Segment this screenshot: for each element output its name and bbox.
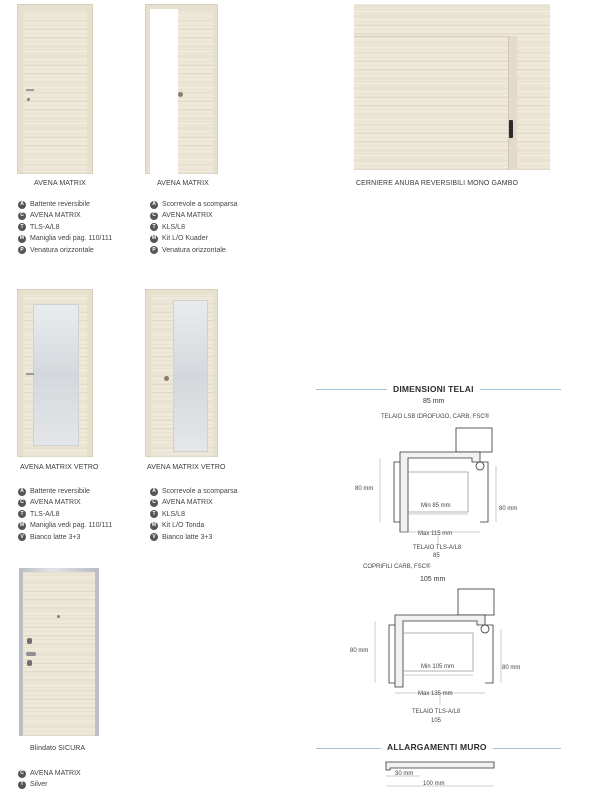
- spec-item: M Kit L/O Tonda: [151, 522, 205, 530]
- spec-icon: M: [151, 235, 157, 242]
- spec-icon: T: [18, 223, 26, 231]
- spec-item: A Scorrevole a scomparsa: [150, 486, 237, 497]
- spec-item: V Bianco latte 3+3: [18, 532, 112, 543]
- spec-icon: C: [18, 499, 26, 507]
- spec-icon: T: [18, 781, 26, 789]
- specs-4: [18, 486, 112, 543]
- spec-item: A Battente reversibile: [18, 199, 112, 210]
- spec-item: A Scorrevole a scomparsa: [150, 199, 237, 210]
- door-opening: [150, 9, 178, 174]
- spec-item: T TLS-A/L8: [18, 509, 112, 520]
- hinge-photo-frame-line: [354, 36, 509, 37]
- door-handle-icon: [26, 89, 34, 91]
- spec-icon: V: [150, 533, 158, 541]
- spec-icon: T: [150, 510, 158, 518]
- d105-min: Min 105 mm: [421, 664, 455, 670]
- caption-4: AVENA MATRIX VETRO: [20, 464, 99, 471]
- caption-6: Blindato SICURA: [30, 745, 86, 752]
- d105-telaio: TELAIO TLS-A/L8: [412, 709, 461, 715]
- spec-item: A Battente reversibile: [18, 486, 112, 497]
- d85-min: Min 85 mm: [421, 503, 451, 509]
- caption-1: AVENA MATRIX: [34, 180, 86, 187]
- caption-2: AVENA MATRIX: [157, 180, 209, 187]
- spec-item: M Maniglia vedi pag. 110/111: [19, 235, 113, 243]
- spec-icon: P: [150, 246, 158, 254]
- spec-item: M Kit L/O Kuader: [151, 235, 208, 243]
- allargamenti-a: 30 mm: [395, 771, 414, 777]
- d85-right: 80 mm: [499, 506, 518, 512]
- door-glass-panel: [33, 304, 79, 446]
- spec-icon: A: [18, 488, 26, 496]
- spec-item: C AVENA MATRIX: [150, 497, 237, 508]
- specs-2: [150, 199, 237, 256]
- allargamenti-b: 100 mm: [423, 781, 445, 787]
- caption-3: CERNIERE ANUBA REVERSIBILI MONO GAMBO: [356, 180, 519, 187]
- spec-icon: T: [18, 510, 26, 518]
- hinge-icon: [509, 120, 513, 138]
- allargamenti-title: ALLARGAMENTI MURO: [381, 742, 493, 752]
- spec-icon: T: [150, 223, 158, 231]
- d85-coprifili: COPRIFILI CARB, FSC®: [363, 564, 431, 570]
- dimensioni-title: DIMENSIONI TELAI: [387, 384, 480, 394]
- spec-icon: M: [19, 235, 25, 242]
- spec-icon: M: [151, 522, 157, 529]
- spec-item: P Venatura orizzontale: [150, 245, 237, 256]
- caption-5: AVENA MATRIX VETRO: [147, 464, 226, 471]
- door-avena-matrix: [23, 9, 87, 174]
- door-pull-icon: [164, 376, 169, 381]
- d105-right: 80 mm: [502, 665, 521, 671]
- d85-max: Max 115 mm: [418, 531, 453, 537]
- spec-item: C AVENA MATRIX: [18, 497, 112, 508]
- door-handle-icon: [26, 373, 34, 375]
- spec-item: T KLS/L8: [150, 222, 237, 233]
- spec-icon: A: [150, 201, 158, 209]
- frame-section-85-drawing: [350, 422, 510, 544]
- spec-item: C AVENA MATRIX: [150, 210, 237, 221]
- door-avena-matrix-sliding: [178, 9, 213, 174]
- spec-icon: C: [150, 212, 158, 220]
- spec-icon: V: [18, 533, 26, 541]
- spec-item: P Venatura orizzontale: [18, 245, 112, 256]
- d105-left: 80 mm: [350, 648, 369, 654]
- hinge-photo: [354, 4, 550, 170]
- spec-icon: C: [18, 770, 26, 778]
- d85-telaio-num: 85: [433, 553, 440, 559]
- d105-max: Max 135 mm: [418, 691, 453, 697]
- spec-item: M Maniglia vedi pag. 110/111: [19, 522, 113, 530]
- specs-6: [18, 768, 81, 791]
- spec-icon: P: [18, 246, 26, 254]
- spec-item: T TLS-A/L8: [18, 222, 112, 233]
- door-lock-plate-icon: [27, 660, 32, 666]
- spec-item: C AVENA MATRIX: [18, 768, 81, 779]
- spec-icon: C: [18, 212, 26, 220]
- door-glass-panel: [173, 300, 208, 452]
- spec-icon: M: [19, 522, 25, 529]
- door-handle-icon: [26, 652, 36, 656]
- door-pull-icon: [178, 92, 183, 97]
- spec-item: C AVENA MATRIX: [18, 210, 112, 221]
- spec-icon: A: [150, 488, 158, 496]
- d85-telaio: TELAIO TLS-A/L8: [413, 545, 462, 551]
- hinge-photo-frame-edge: [508, 36, 517, 170]
- spec-icon: C: [150, 499, 158, 507]
- frame-section-105-drawing: [345, 587, 515, 705]
- d85-left: 80 mm: [355, 486, 374, 492]
- d105-telaio-num: 105: [431, 718, 442, 724]
- door-lock-icon: [27, 98, 30, 101]
- door-viewer-icon: [57, 615, 60, 618]
- d105-size: 105 mm: [420, 576, 446, 583]
- d85-size: 85 mm: [423, 398, 445, 405]
- specs-1: [18, 199, 112, 256]
- specs-5: [150, 486, 237, 543]
- door-lock-plate-icon: [27, 638, 32, 644]
- spec-item: T Silver: [18, 779, 81, 790]
- spec-icon: A: [18, 201, 26, 209]
- d85-telaio-top: TELAIO LSB IDROFUGO, CARB, FSC®: [381, 414, 490, 420]
- spec-item: V Bianco latte 3+3: [150, 532, 237, 543]
- spec-item: T KLS/L8: [150, 509, 237, 520]
